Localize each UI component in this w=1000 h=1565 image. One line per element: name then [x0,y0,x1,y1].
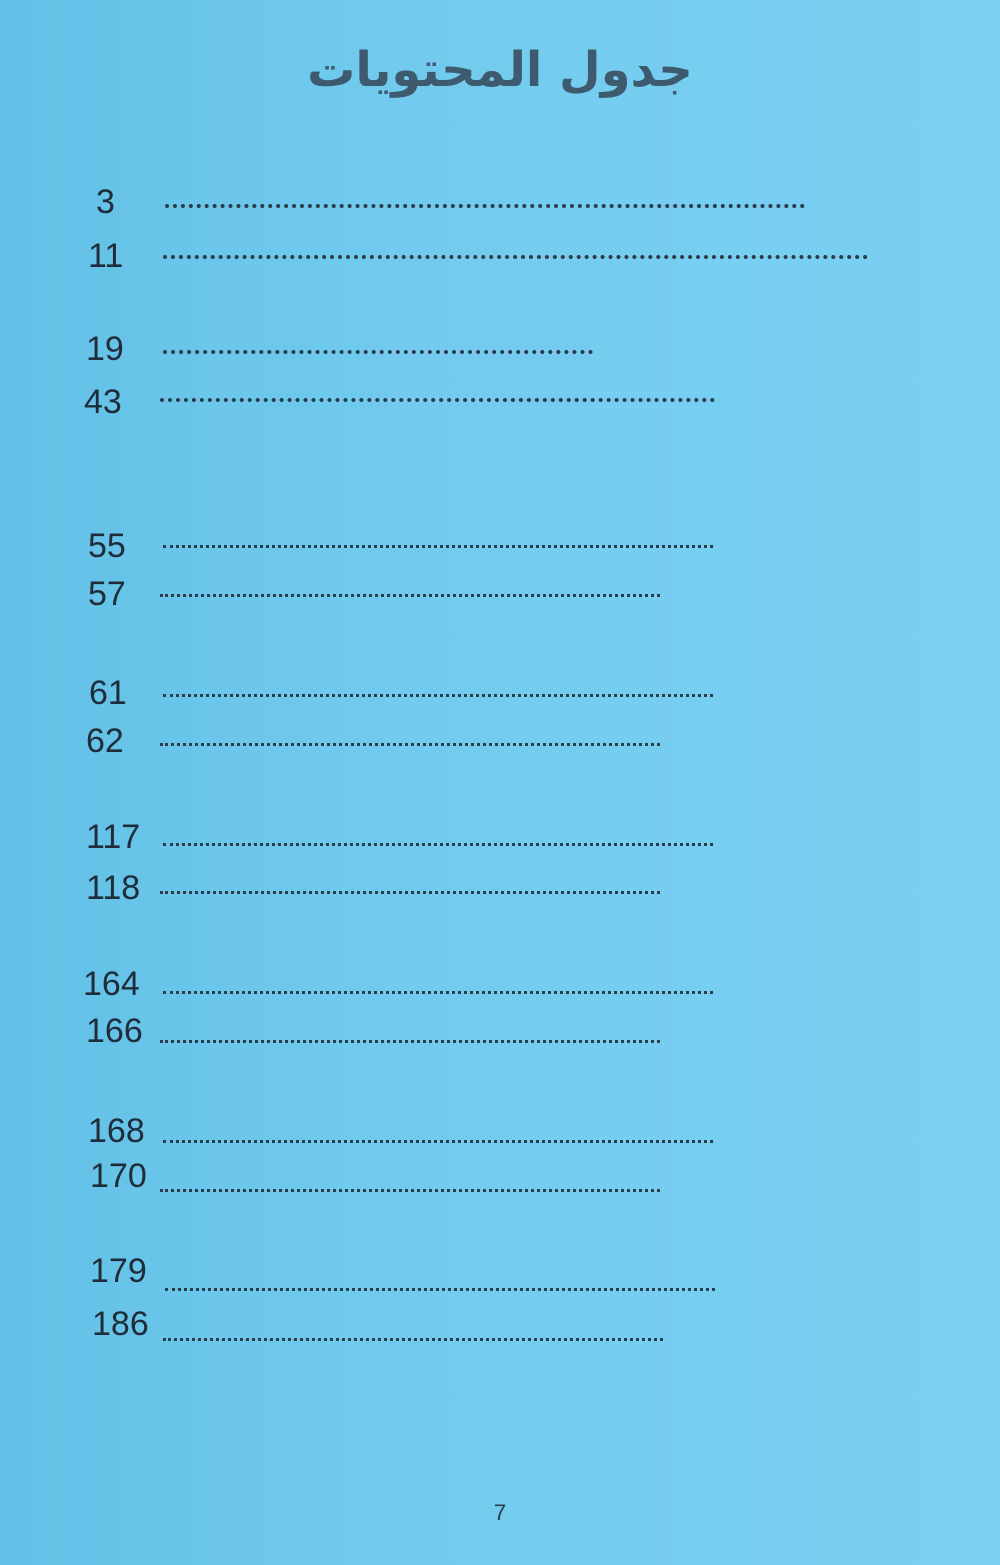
page-title: جدول المحتويات [307,42,693,98]
toc-page-number: 57 [88,575,126,613]
leader-dots [163,991,713,994]
toc-page-number: 118 [86,869,141,907]
toc-page-number: 117 [86,818,141,856]
leader-dots [165,1288,715,1291]
toc-page-number: 166 [86,1012,143,1050]
leader-dots [160,398,715,402]
toc-page-number: 164 [83,965,140,1003]
leader-dots [163,350,593,354]
page-number: 7 [493,1500,507,1525]
toc-page-number: 170 [90,1157,147,1195]
toc-page-number: 179 [90,1252,147,1290]
leader-dots [163,545,713,548]
toc-page-number: 62 [86,722,124,760]
leader-dots [163,694,713,697]
leader-dots [160,594,660,597]
toc-page-number: 61 [89,674,127,712]
leader-dots [160,1189,660,1192]
leader-dots [160,1040,660,1043]
leader-dots [163,255,868,259]
toc-page-number: 3 [96,183,115,221]
leader-dots [160,891,660,894]
toc-page-number: 43 [84,383,122,421]
toc-page-number: 168 [88,1112,145,1150]
toc-page-number: 55 [88,527,126,565]
leader-dots [160,743,660,746]
leader-dots [165,204,805,208]
toc-page-number: 19 [86,330,124,368]
toc-page-number: 186 [92,1305,149,1343]
leader-dots [163,1338,663,1341]
leader-dots [163,1140,713,1143]
toc-page-number: 11 [88,237,124,275]
leader-dots [163,843,713,846]
